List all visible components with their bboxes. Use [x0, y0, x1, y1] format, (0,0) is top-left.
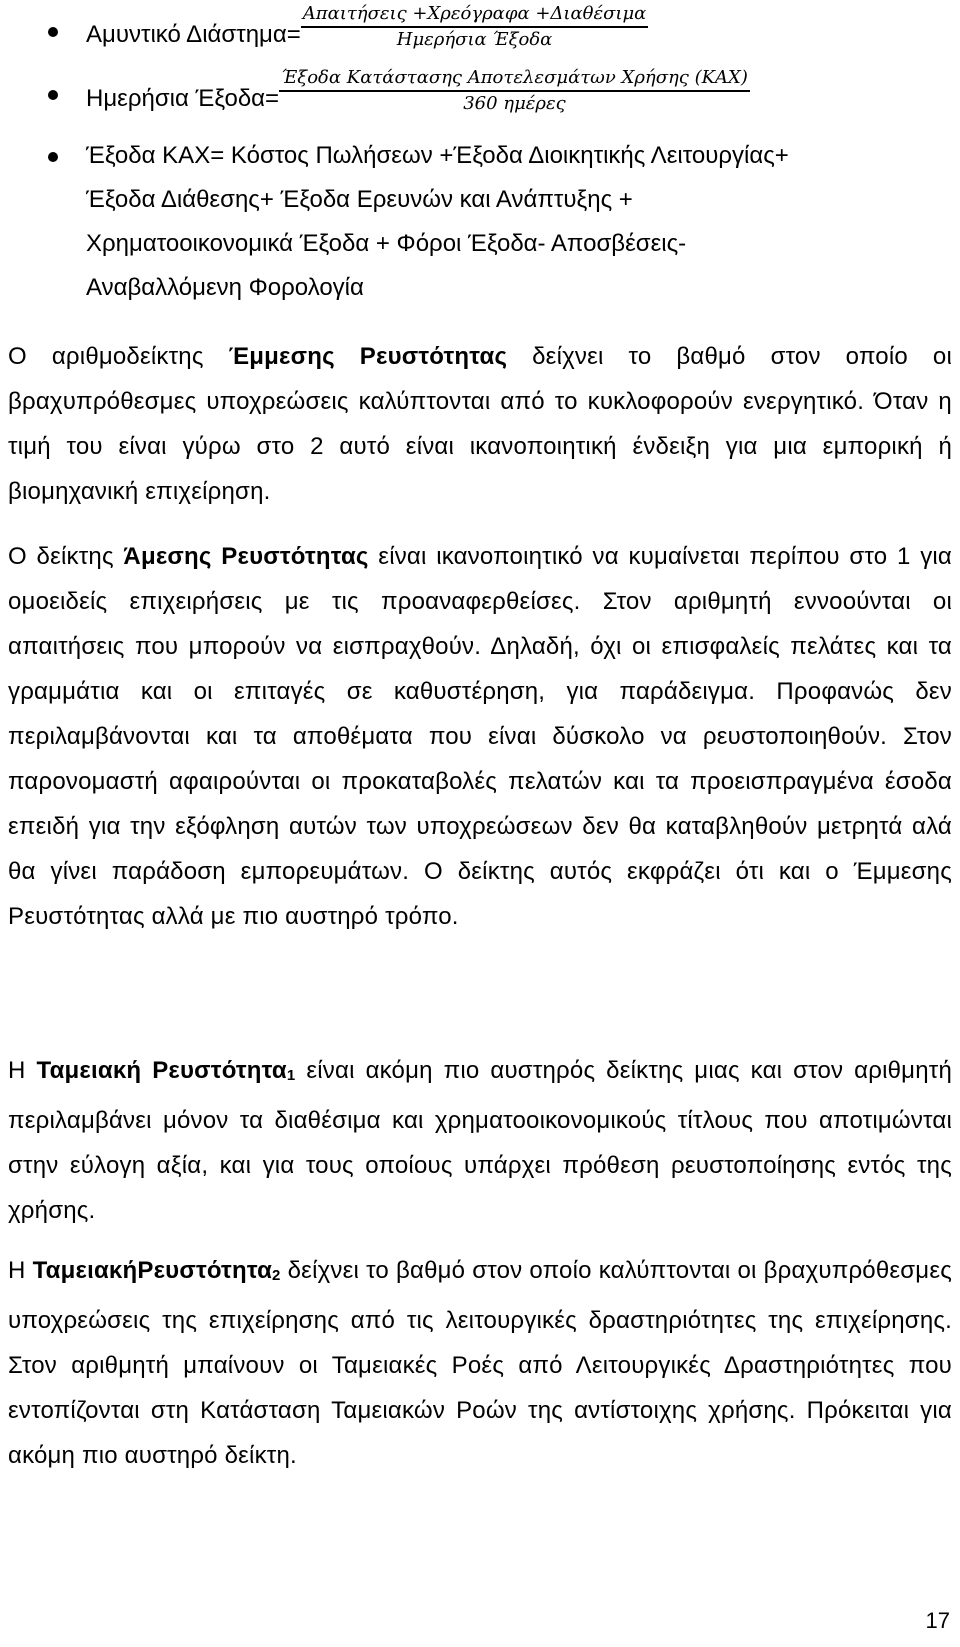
- term-cash-liquidity-2: ΤαμειακήΡευστότητα: [32, 1257, 273, 1284]
- fraction-denominator: 360 ημέρες: [463, 93, 566, 114]
- bullet-icon: [48, 27, 58, 37]
- paragraph-indirect-liquidity: [8, 334, 952, 514]
- paragraph-text: Ο αριθμοδείκτης: [8, 343, 229, 370]
- formula-fraction: [301, 2, 649, 52]
- term-indirect-liquidity: Έμμεσης Ρευστότητας: [228, 343, 508, 370]
- expenses-definition: [40, 134, 960, 310]
- expenses-line: Έξοδα ΚΑΧ= Κόστος Πωλήσεων +Έξοδα Διοικητικής Λειτουργίας+: [86, 142, 789, 169]
- formula-label: Ημερήσια Έξοδα=: [86, 85, 280, 112]
- subscript-index: 1: [286, 1067, 296, 1084]
- expenses-line: Χρηματοοικονομικά Έξοδα + Φόροι Έξοδα- Αποσβέσεις-: [86, 230, 687, 257]
- page-number: 17: [925, 1608, 950, 1633]
- paragraph-direct-liquidity: [8, 534, 952, 939]
- paragraph-cash-liquidity-1: [8, 1048, 952, 1233]
- fraction-numerator: Έξοδα Κατάστασης Αποτελεσμάτων Χρήσης (ΚΑΧ): [279, 66, 750, 92]
- paragraph-text: δείχνει το βαθμό στον οποίο οι βραχυπρόθεσμες υποχρεώσεις καλύπτονται από το κυκλοφορούν ενεργητικό. Όταν η τιμή του είναι γύρω στο 2 αυτό είναι ικανοποιητική ένδειξη για μια εμπορική ή βιομηχανική επιχείρηση.: [8, 343, 952, 505]
- subscript-index: 2: [272, 1267, 281, 1284]
- paragraph-text: Ο δείκτης: [8, 543, 124, 570]
- formula-defensive-interval: [40, 2, 648, 52]
- formula-label: Αμυντικό Διάστημα=: [86, 21, 301, 48]
- paragraph-text: είναι ακόμη πιο αυστηρός δείκτης μιας και στον αριθμητή περιλαμβάνει μόνον τα διαθέσιμα και χρηματοοικονομικούς τίτλους που αποτιμώνται στην εύλογη αξία, και για τους οποίους υπάρχει πρόθεση ρευστοποίησης εντός της χρήσης.: [8, 1057, 952, 1224]
- bullet-icon: [48, 152, 58, 162]
- fraction-numerator: Απαιτήσεις +Χρεόγραφα +Διαθέσιμα: [301, 2, 649, 28]
- formula-daily-expenses: [40, 66, 750, 116]
- fraction-denominator: Ημερήσια Έξοδα: [396, 29, 553, 50]
- paragraph-text: είναι ικανοποιητικό να κυμαίνεται περίπου στο 1 για ομοειδείς επιχειρήσεις με τις προαναφερθείσες. Στον αριθμητή εννοούνται οι απαιτήσεις που μπορούν να εισπραχθούν. Δηλαδή, όχι οι επισφαλείς πελάτες και τα γραμμάτια και οι επιταγές σε καθυστέρηση, για παράδειγμα. Προφανώς δεν περιλαμβάνονται και τα αποθέματα που είναι δύσκολο να ρευστοποιηθούν. Στον παρονομαστή αφαιρούνται οι προκαταβολές πελατών και τα προεισπραγμένα έσοδα επειδή για την εξόφληση αυτών των υποχρεώσεων δεν θα καταβληθούν μετρητά αλά θα γίνει παράδοση εμπορευμάτων. Ο δείκτης αυτός εκφράζει ότι και ο Έμμεσης Ρευστότητας αλλά με πιο αυστηρό τρόπο.: [8, 543, 952, 930]
- paragraph-text: Η: [8, 1057, 37, 1084]
- formula-fraction: [279, 66, 750, 116]
- paragraph-cash-liquidity-2: [8, 1248, 952, 1478]
- expenses-line: Αναβαλλόμενη Φορολογία: [86, 274, 364, 301]
- expenses-line: Έξοδα Διάθεσης+ Έξοδα Ερευνών και Ανάπτυξης +: [86, 186, 633, 213]
- term-cash-liquidity-1: Ταμειακή Ρευστότητα: [36, 1057, 287, 1084]
- bullet-icon: [48, 90, 58, 100]
- paragraph-text: Η: [8, 1257, 33, 1284]
- term-direct-liquidity: Άμεσης Ρευστότητας: [123, 543, 369, 570]
- paragraph-text: δείχνει το βαθμό στον οποίο καλύπτονται οι βραχυπρόθεσμες υποχρεώσεις της επιχείρησης από τις λειτουργικές δραστηριότητες της επιχείρησης. Στον αριθμητή μπαίνουν οι Ταμειακές Ροές από Λειτουργικές Δραστηριότητες που εντοπίζονται στη Κατάσταση Ταμειακών Ροών της αντίστοιχης χρήσης. Πρόκειται για ακόμη πιο αυστηρό δείκτη.: [8, 1257, 953, 1469]
